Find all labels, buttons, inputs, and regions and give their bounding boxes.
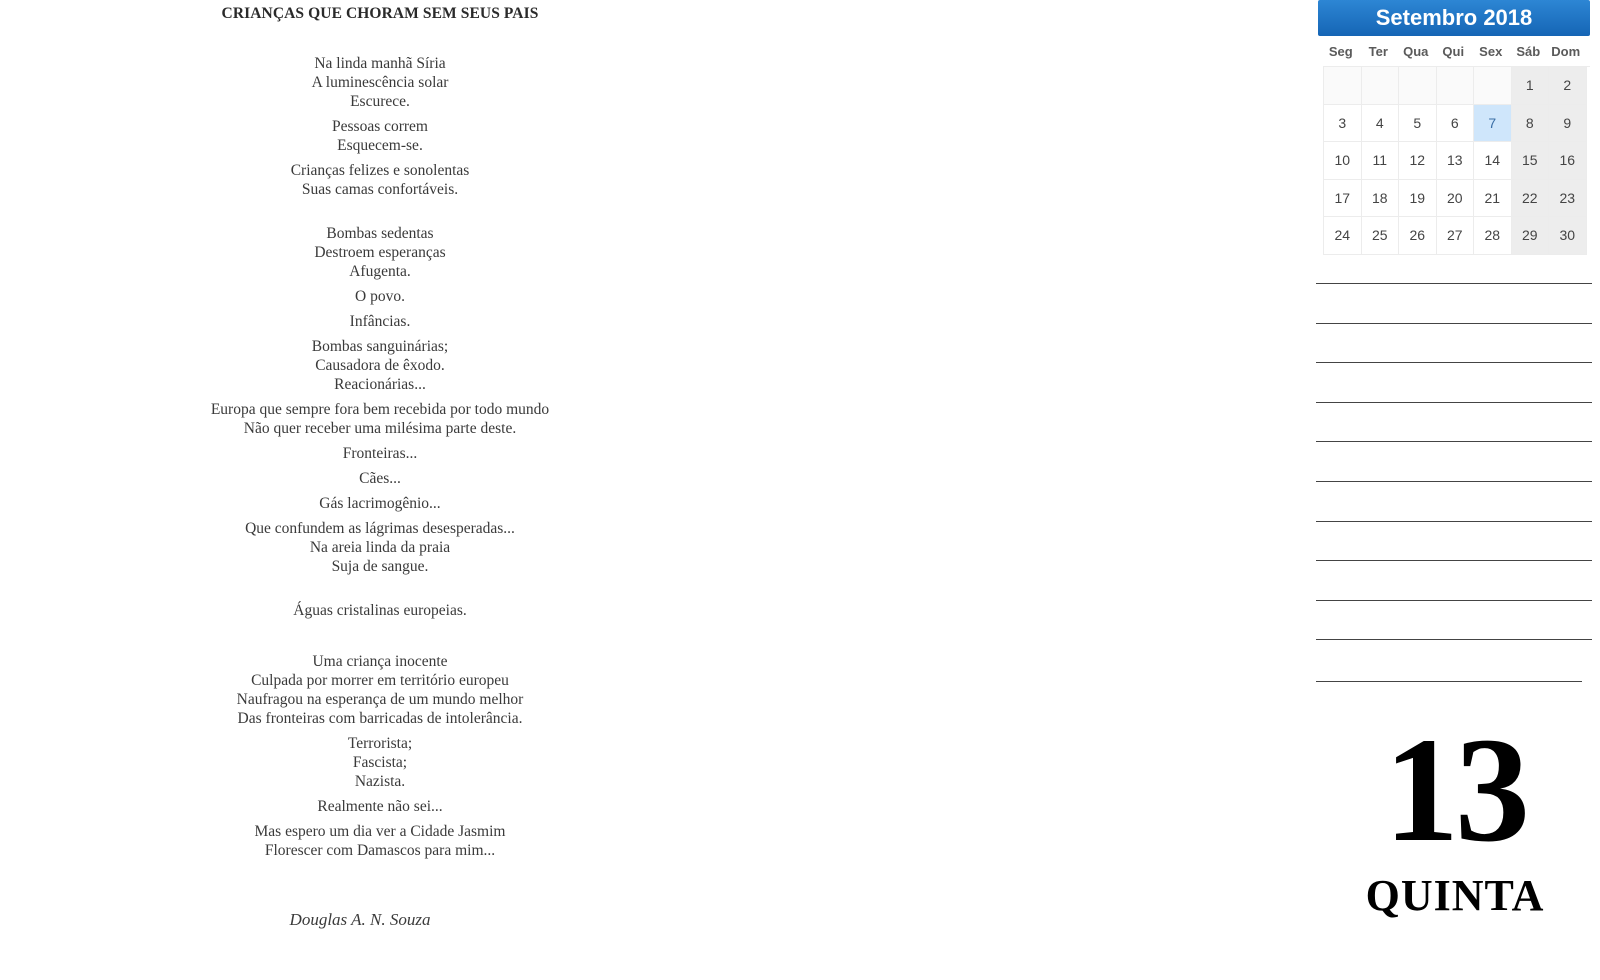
calendar-day-6[interactable]: 6 <box>1437 105 1475 143</box>
calendar-weekday-2: Qua <box>1403 44 1429 59</box>
big-day-number: 13 <box>1384 707 1526 873</box>
calendar-weekday-6: Dom <box>1551 44 1581 59</box>
poem-line: Pessoas correm <box>332 118 428 135</box>
stanza <box>150 444 610 463</box>
calendar-day-21[interactable]: 21 <box>1474 180 1512 218</box>
calendar-day-3[interactable]: 3 <box>1324 105 1362 143</box>
stanza <box>150 287 610 306</box>
poem-line: Causadora de êxodo. <box>315 357 445 374</box>
calendar-day-30[interactable]: 30 <box>1549 217 1587 255</box>
poem-line: Suas camas confortáveis. <box>301 181 459 198</box>
note-line <box>1316 402 1592 403</box>
calendar-day-12[interactable]: 12 <box>1399 142 1437 180</box>
stanza <box>150 224 610 281</box>
poem-line: Na linda manhã Síria <box>314 55 446 72</box>
calendar-day-19[interactable]: 19 <box>1399 180 1437 218</box>
poem-line: Fascista; <box>352 754 408 771</box>
calendar-day-23[interactable]: 23 <box>1549 180 1587 218</box>
calendar-month-title: Setembro 2018 <box>1318 0 1590 36</box>
calendar-day-29[interactable]: 29 <box>1512 217 1550 255</box>
stanza <box>150 312 610 331</box>
calendar-day-22[interactable]: 22 <box>1512 180 1550 218</box>
poem-line: Florescer com Damascos para mim... <box>264 842 496 859</box>
calendar-day-11[interactable]: 11 <box>1362 142 1400 180</box>
poem-line: Europa que sempre fora bem recebida por todo mundo <box>210 401 550 418</box>
stanza <box>150 734 610 791</box>
calendar-day-18[interactable]: 18 <box>1362 180 1400 218</box>
poem-line: Infâncias. <box>349 313 411 330</box>
note-lines <box>1316 0 1592 700</box>
calendar-day-17[interactable]: 17 <box>1324 180 1362 218</box>
calendar-weekday-0: Seg <box>1328 44 1353 59</box>
poem-line: Afugenta. <box>349 263 411 280</box>
stanza <box>150 161 610 199</box>
calendar-day-16[interactable]: 16 <box>1549 142 1587 180</box>
note-line <box>1316 441 1592 442</box>
calendar-day-1[interactable]: 1 <box>1512 67 1550 105</box>
poem-line: Nazista. <box>354 773 406 790</box>
poem-line: Gás lacrimogênio... <box>319 495 441 512</box>
calendar-day-25[interactable]: 25 <box>1362 217 1400 255</box>
big-date <box>1300 707 1600 921</box>
poem-line: Águas cristalinas europeias. <box>293 602 467 619</box>
poem-line: Destroem esperanças <box>314 244 446 261</box>
stanza <box>150 54 610 111</box>
calendar-day-24[interactable]: 24 <box>1324 217 1362 255</box>
poem-line: Escurece. <box>350 93 410 110</box>
calendar-weekday-3: Qui <box>1442 44 1465 59</box>
calendar-day-9[interactable]: 9 <box>1549 105 1587 143</box>
note-line <box>1316 362 1592 363</box>
stanza <box>150 337 610 394</box>
calendar-weekday-1: Ter <box>1368 44 1388 59</box>
note-line <box>1316 283 1592 284</box>
calendar-day-2[interactable]: 2 <box>1549 67 1587 105</box>
note-line <box>1316 323 1592 324</box>
poem-line: Mas espero um dia ver a Cidade Jasmim <box>254 823 506 840</box>
calendar-day-8[interactable]: 8 <box>1512 105 1550 143</box>
calendar-day-27[interactable]: 27 <box>1437 217 1475 255</box>
poem-line: Reacionárias... <box>334 376 426 393</box>
stanza <box>150 400 610 438</box>
poem-line: Não quer receber uma milésima parte deste. <box>243 420 517 437</box>
poem-line: Naufragou na esperança de um mundo melhor <box>236 691 524 708</box>
poem-line: Crianças felizes e sonolentas <box>290 162 470 179</box>
note-line <box>1316 521 1592 522</box>
stanza <box>150 601 610 620</box>
calendar-day-7[interactable]: 7 <box>1474 105 1512 143</box>
big-weekday-name: QUINTA <box>1365 871 1545 920</box>
note-line <box>1316 639 1592 640</box>
calendar-day-28[interactable]: 28 <box>1474 217 1512 255</box>
calendar-weekday-4: Sex <box>1479 44 1503 59</box>
poem-line: Na areia linda da praia <box>309 539 451 556</box>
poem-line: Que confundem as lágrimas desesperadas... <box>245 520 515 537</box>
poem-line: Esquecem-se. <box>337 137 423 154</box>
calendar-day-10[interactable]: 10 <box>1324 142 1362 180</box>
poem-line: Realmente não sei... <box>317 798 443 815</box>
stanza <box>150 797 610 816</box>
stanza <box>150 822 610 860</box>
calendar-day-20[interactable]: 20 <box>1437 180 1475 218</box>
calendar-day-4[interactable]: 4 <box>1362 105 1400 143</box>
note-line <box>1316 600 1592 601</box>
stanza <box>150 469 610 488</box>
poem-author: Douglas A. N. Souza <box>289 910 431 929</box>
note-line <box>1316 560 1592 561</box>
calendar-day-26[interactable]: 26 <box>1399 217 1437 255</box>
poem-line: Cães... <box>359 470 401 487</box>
poem-line: Fronteiras... <box>342 445 418 462</box>
calendar-day-14[interactable]: 14 <box>1474 142 1512 180</box>
calendar-day-13[interactable]: 13 <box>1437 142 1475 180</box>
poem-line: Uma criança inocente <box>312 653 448 670</box>
poem-line: Culpada por morrer em território europeu <box>251 672 509 689</box>
note-line <box>1316 481 1592 482</box>
stanza <box>150 494 610 513</box>
poem-line: A luminescência solar <box>311 74 449 91</box>
poem-line: Terrorista; <box>347 735 413 752</box>
poem-line: Suja de sangue. <box>331 558 429 575</box>
stanza <box>150 519 610 576</box>
poem-title: CRIANÇAS QUE CHORAM SEM SEUS PAIS <box>221 5 539 22</box>
poem-line: Bombas sanguinárias; <box>311 338 449 355</box>
stanza <box>150 117 610 155</box>
note-line <box>1316 681 1582 682</box>
poem <box>150 0 610 929</box>
stanza <box>150 652 610 728</box>
poem-line: Das fronteiras com barricadas de intolerância. <box>237 710 523 727</box>
calendar-day-5[interactable]: 5 <box>1399 105 1437 143</box>
calendar-weekday-5: Sáb <box>1516 44 1541 59</box>
poem-line: Bombas sedentas <box>326 225 434 242</box>
poem-line: O povo. <box>355 288 405 305</box>
calendar-day-15[interactable]: 15 <box>1512 142 1550 180</box>
